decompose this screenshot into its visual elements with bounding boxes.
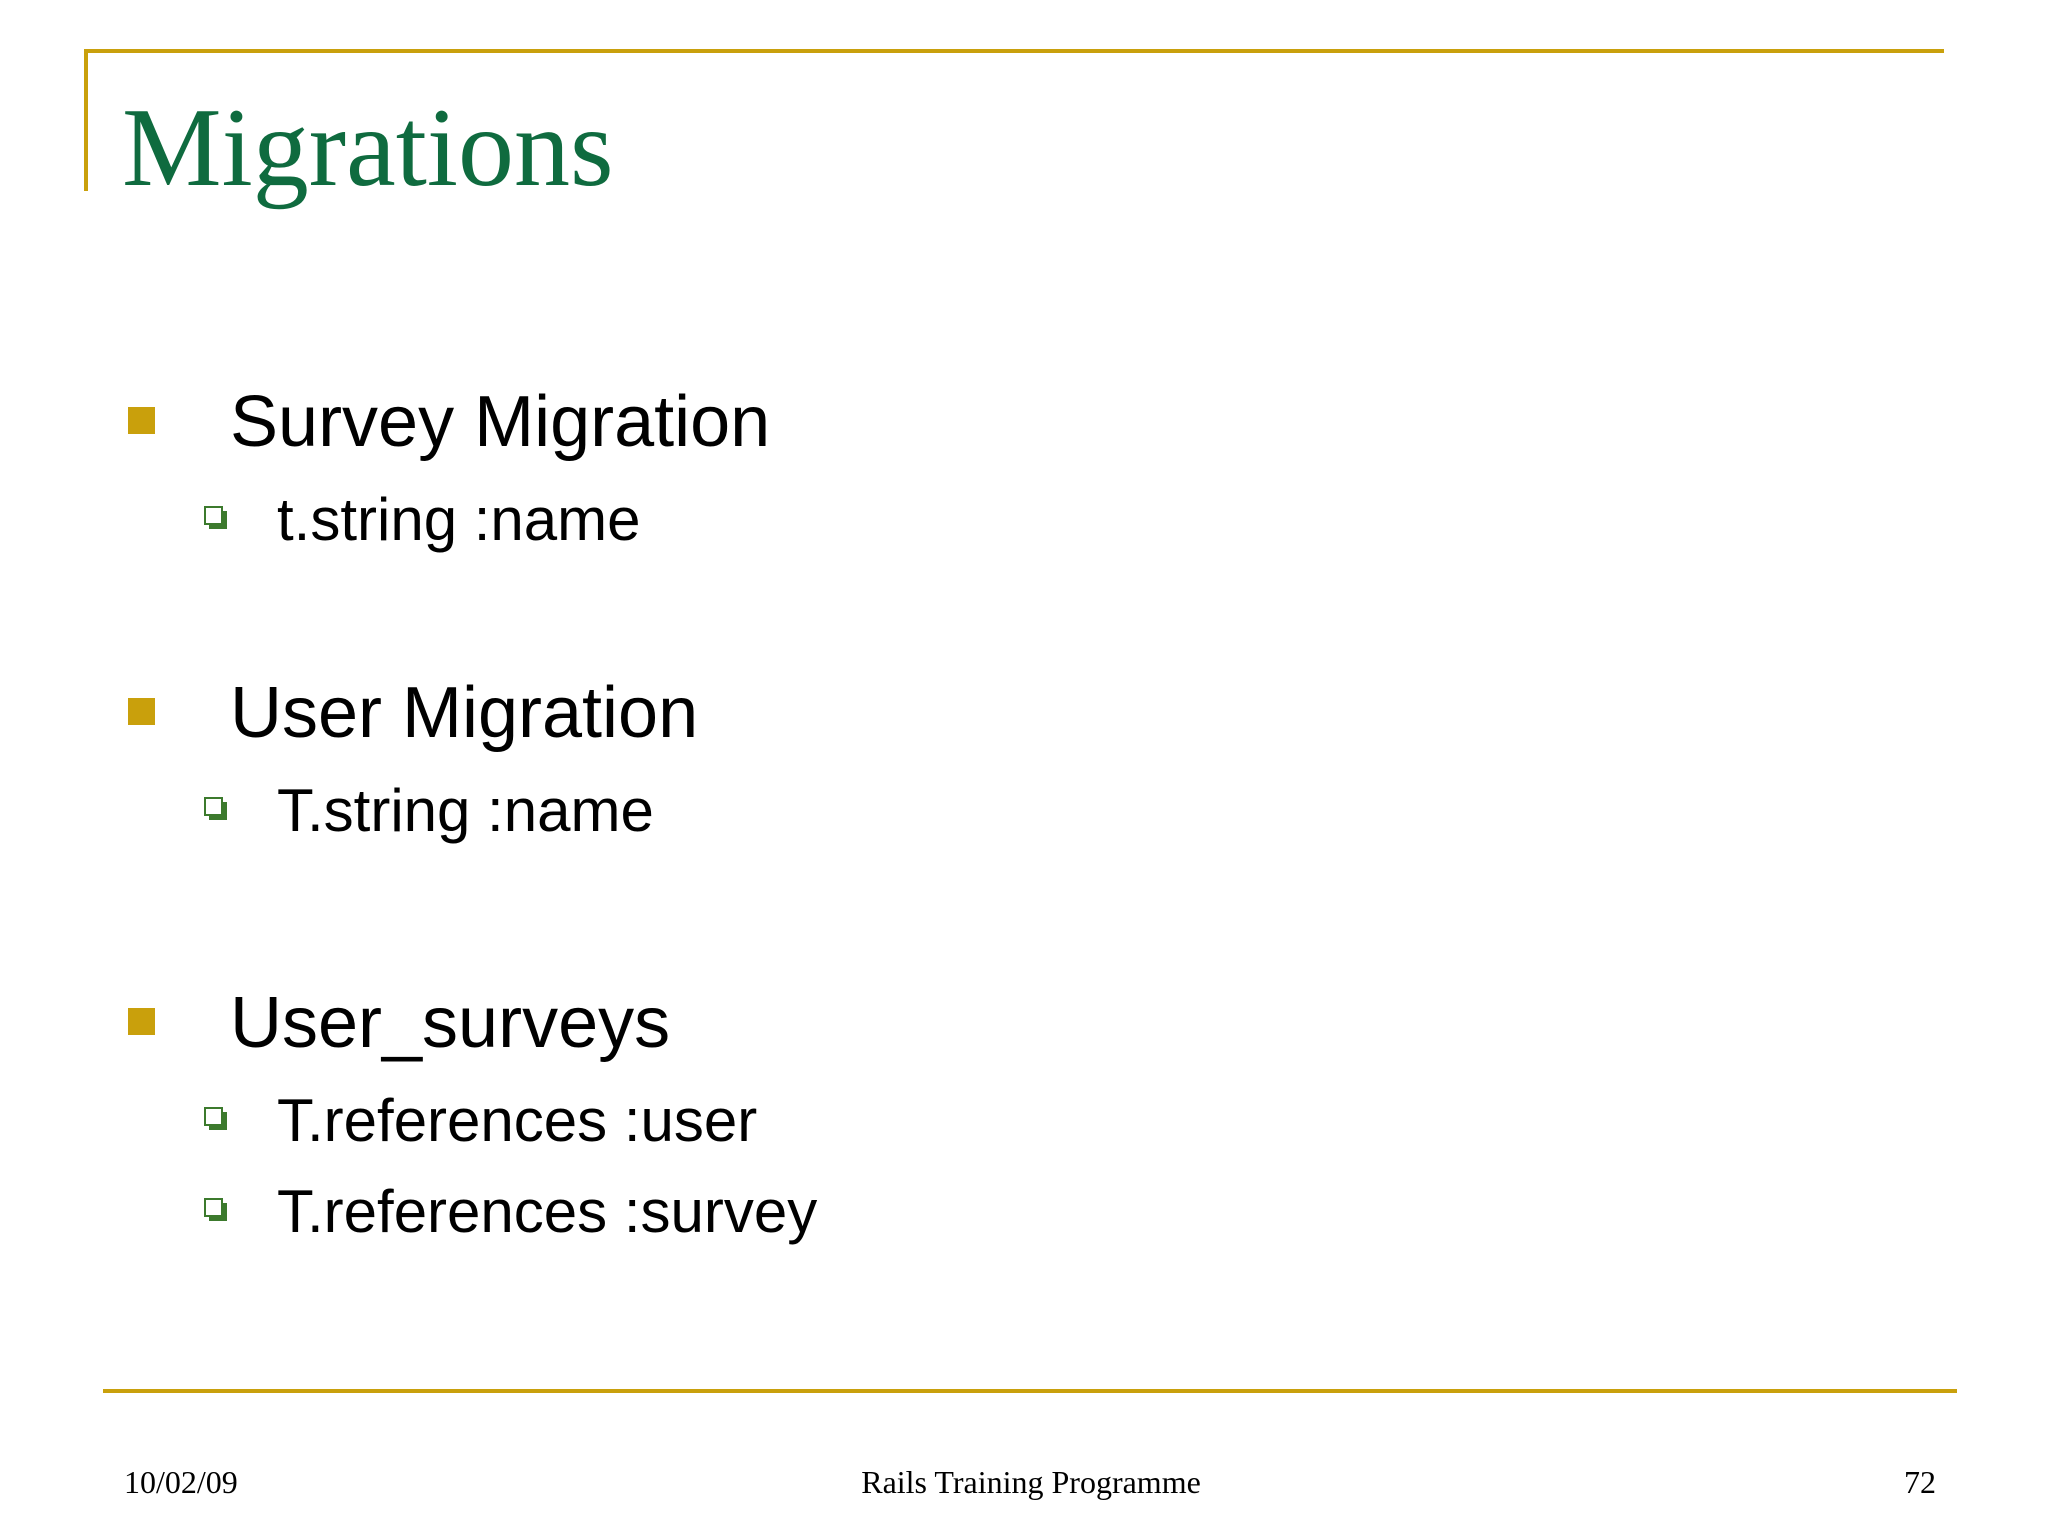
sub-bullet-references-user	[204, 1087, 758, 1154]
sub-bullet-label: T.references :survey	[277, 1178, 818, 1245]
bullet-survey-migration	[128, 382, 771, 462]
bullet-label: User_surveys	[230, 983, 671, 1063]
footer-date: 10/02/09	[124, 1464, 238, 1500]
footer-rule	[103, 1389, 1957, 1393]
square-bullet-icon	[128, 698, 155, 725]
hollow-square-bullet-icon	[204, 1198, 223, 1217]
square-bullet-icon	[128, 407, 155, 434]
page-number: 72	[1904, 1464, 1936, 1500]
bullet-label: Survey Migration	[230, 382, 771, 462]
sub-bullet-survey-name	[204, 486, 641, 553]
sub-bullet-label: t.string :name	[277, 486, 641, 553]
bullet-user-surveys	[128, 983, 671, 1063]
sub-bullet-references-survey	[204, 1178, 818, 1245]
hollow-square-bullet-icon	[204, 506, 223, 525]
footer-title: Rails Training Programme	[861, 1464, 1201, 1500]
sub-bullet-label: T.references :user	[277, 1087, 758, 1154]
hollow-square-bullet-icon	[204, 1107, 223, 1126]
sub-bullet-user-name	[204, 777, 654, 844]
bullet-label: User Migration	[230, 673, 699, 753]
bullet-user-migration	[128, 673, 699, 753]
square-bullet-icon	[128, 1008, 155, 1035]
slide-title: Migrations	[122, 86, 614, 210]
sub-bullet-label: T.string :name	[277, 777, 654, 844]
hollow-square-bullet-icon	[204, 797, 223, 816]
